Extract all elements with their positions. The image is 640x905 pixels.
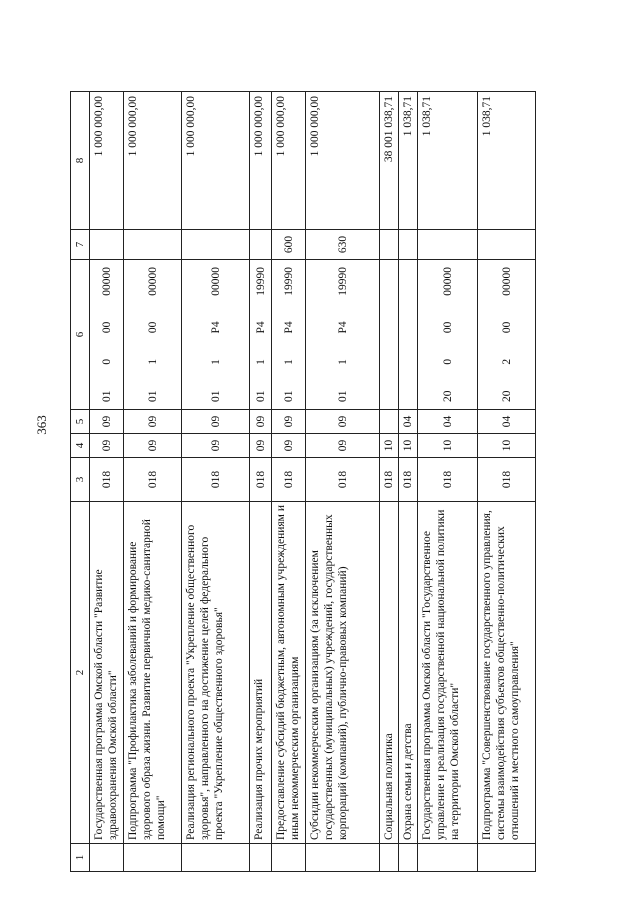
table-row	[250, 92, 272, 872]
amount-cell: 1 000 000,00	[250, 92, 272, 230]
page-number: 363	[34, 415, 49, 435]
target-article-part: 2	[500, 358, 513, 365]
target-article-code	[336, 263, 350, 406]
code-cell-4: 09	[272, 434, 306, 458]
target-article-cell	[272, 260, 306, 410]
amount-cell: 1 038,71	[418, 92, 478, 230]
target-article-part: 00	[100, 321, 113, 334]
code-cell-3: 018	[478, 458, 536, 502]
code-cell-3: 018	[272, 458, 306, 502]
target-article-part: 01	[336, 390, 349, 402]
target-article-part: Р4	[209, 321, 222, 334]
header-row	[71, 92, 90, 872]
header-cell-3: 3	[71, 458, 90, 502]
budget-table-wrapper	[70, 92, 590, 872]
target-article-part: 1	[146, 358, 159, 365]
target-article-cell	[182, 260, 250, 410]
target-article-part: 01	[282, 390, 295, 402]
code-cell-4: 10	[380, 434, 399, 458]
code-cell-3: 018	[182, 458, 250, 502]
code-cell-5: 09	[124, 410, 182, 434]
code-cell-3: 018	[90, 458, 124, 502]
code-cell-4: 09	[182, 434, 250, 458]
target-article-part: 1	[209, 359, 222, 365]
expense-type-cell	[250, 230, 272, 260]
amount-cell: 38 001 038,71	[380, 92, 399, 230]
expense-type-cell: 630	[306, 230, 380, 260]
code-cell-4: 09	[250, 434, 272, 458]
target-article-part: 00000	[146, 267, 159, 296]
target-article-part: 0	[441, 358, 454, 365]
item-name-cell: Государственная программа Омской области "Государственное управление и реализация государственной национальной политики на территории Омской области"	[418, 502, 478, 844]
header-cell-1: 1	[71, 844, 90, 872]
budget-table	[70, 91, 536, 872]
item-name-cell: Реализация прочих мероприятий	[250, 502, 272, 844]
table-row	[418, 92, 478, 872]
target-article-cell	[90, 260, 124, 410]
target-article-part: 00	[441, 321, 454, 334]
target-article-cell	[418, 260, 478, 410]
target-article-cell	[124, 260, 182, 410]
item-name-cell: Государственная программа Омской области "Развитие здравоохранения Омской области"	[90, 502, 124, 844]
target-article-part: 0	[100, 358, 113, 365]
target-article-part: 00000	[209, 267, 222, 296]
expense-type-cell	[182, 230, 250, 260]
header-cell-4: 4	[71, 434, 90, 458]
target-article-part: 01	[209, 390, 222, 402]
target-article-code	[209, 263, 223, 406]
target-article-code	[441, 263, 455, 406]
row-number-cell	[306, 844, 380, 872]
row-number-cell	[250, 844, 272, 872]
header-cell-6: 6	[71, 260, 90, 410]
table-row	[124, 92, 182, 872]
row-number-cell	[272, 844, 306, 872]
expense-type-cell	[90, 230, 124, 260]
target-article-code	[282, 263, 296, 406]
amount-cell: 1 000 000,00	[90, 92, 124, 230]
amount-cell: 1 000 000,00	[272, 92, 306, 230]
target-article-part: 1	[254, 359, 267, 365]
expense-type-cell	[478, 230, 536, 260]
target-article-part: 00000	[500, 267, 513, 296]
target-article-part: 00000	[100, 267, 113, 296]
expense-type-cell	[124, 230, 182, 260]
header-cell-5: 5	[71, 410, 90, 434]
code-cell-5: 09	[182, 410, 250, 434]
target-article-cell	[306, 260, 380, 410]
table-row	[182, 92, 250, 872]
target-article-part: 00	[146, 321, 159, 334]
table-row	[306, 92, 380, 872]
code-cell-3: 018	[250, 458, 272, 502]
table-row	[272, 92, 306, 872]
code-cell-3: 018	[399, 458, 418, 502]
row-number-cell	[124, 844, 182, 872]
target-article-part: 01	[100, 390, 113, 402]
code-cell-4: 10	[418, 434, 478, 458]
code-cell-5: 04	[478, 410, 536, 434]
target-article-code	[500, 263, 514, 406]
target-article-cell	[399, 260, 418, 410]
expense-type-cell	[418, 230, 478, 260]
header-cell-8: 8	[71, 92, 90, 230]
item-name-cell: Социальная политика	[380, 502, 399, 844]
expense-type-cell: 600	[272, 230, 306, 260]
code-cell-5: 09	[272, 410, 306, 434]
table-row	[478, 92, 536, 872]
code-cell-4: 10	[399, 434, 418, 458]
table-row	[399, 92, 418, 872]
code-cell-5: 04	[399, 410, 418, 434]
target-article-part: 01	[146, 390, 159, 402]
code-cell-5: 09	[306, 410, 380, 434]
row-number-cell	[182, 844, 250, 872]
item-name-cell: Подпрограмма "Профилактика заболеваний и формирование здорового образа жизни. Развитие первичной медико-санитарной помощи"	[124, 502, 182, 844]
table-row	[90, 92, 124, 872]
table-body	[71, 92, 536, 872]
row-number-cell	[399, 844, 418, 872]
target-article-code	[146, 263, 160, 406]
target-article-part: Р4	[282, 321, 295, 334]
table-row	[380, 92, 399, 872]
item-name-cell: Предоставление субсидий бюджетным, автономным учреждениям и иным некоммерческим организациям	[272, 502, 306, 844]
row-number-cell	[478, 844, 536, 872]
code-cell-3: 018	[124, 458, 182, 502]
target-article-part: 1	[282, 359, 295, 365]
target-article-part: 01	[254, 390, 267, 402]
code-cell-4: 10	[478, 434, 536, 458]
target-article-code	[100, 263, 114, 406]
row-number-cell	[418, 844, 478, 872]
target-article-code	[254, 263, 268, 406]
amount-cell: 1 038,71	[399, 92, 418, 230]
amount-cell: 1 038,71	[478, 92, 536, 230]
amount-cell: 1 000 000,00	[124, 92, 182, 230]
amount-cell: 1 000 000,00	[306, 92, 380, 230]
code-cell-4: 09	[124, 434, 182, 458]
target-article-part: Р4	[336, 321, 349, 334]
target-article-part: 1	[336, 359, 349, 365]
amount-cell: 1 000 000,00	[182, 92, 250, 230]
item-name-cell: Охрана семьи и детства	[399, 502, 418, 844]
expense-type-cell	[380, 230, 399, 260]
target-article-part: 20	[500, 390, 513, 402]
target-article-part: 19990	[336, 267, 349, 296]
code-cell-5	[380, 410, 399, 434]
target-article-cell	[478, 260, 536, 410]
target-article-part: Р4	[254, 321, 267, 334]
code-cell-4: 09	[90, 434, 124, 458]
code-cell-5: 04	[418, 410, 478, 434]
item-name-cell: Субсидии некоммерческим организациям (за исключением государственных (муниципальных) учреждений, государственных корпораций (компаний), публично-правовых компаний)	[306, 502, 380, 844]
target-article-part: 00	[500, 321, 513, 334]
target-article-part: 19990	[254, 267, 267, 296]
header-cell-7: 7	[71, 230, 90, 260]
code-cell-3: 018	[418, 458, 478, 502]
code-cell-5: 09	[90, 410, 124, 434]
target-article-part: 00000	[441, 267, 454, 296]
item-name-cell: Реализация регионального проекта "Укрепление общественного здоровья", направленного на достижение целей федерального проекта "Укрепление общественного здоровья"	[182, 502, 250, 844]
code-cell-3: 018	[380, 458, 399, 502]
item-name-cell: Подпрограмма "Совершенствование государственного управления, системы взаимодействия субъектов общественно-политических отношений и местного самоуправления"	[478, 502, 536, 844]
target-article-part: 19990	[282, 267, 295, 296]
row-number-cell	[90, 844, 124, 872]
target-article-cell	[380, 260, 399, 410]
code-cell-4: 09	[306, 434, 380, 458]
target-article-cell	[250, 260, 272, 410]
code-cell-3: 018	[306, 458, 380, 502]
header-cell-2: 2	[71, 502, 90, 844]
target-article-part: 20	[441, 390, 454, 402]
expense-type-cell	[399, 230, 418, 260]
code-cell-5: 09	[250, 410, 272, 434]
row-number-cell	[380, 844, 399, 872]
